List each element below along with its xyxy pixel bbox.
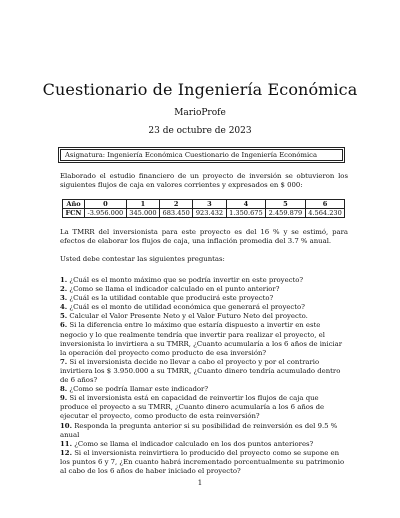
table-row	[63, 209, 345, 218]
table-header-cell: 1	[126, 200, 159, 209]
table-header-row	[63, 200, 345, 209]
question-text: ¿Cuál es el monto máximo que se podría invertir en este proyecto?	[69, 276, 304, 284]
table-cell: 923.432	[193, 209, 226, 218]
question-list	[60, 276, 348, 476]
question-text: Si el inversionista decide no llevar a cabo el proyecto y por el contrario invirtiera los $ 3.950.000 a su TMRR, ¿Cuanto dinero tendría acumulado dentro de 6 años?	[60, 357, 341, 385]
instructions-paragraph: Usted debe contestar las siguientes preguntas:	[60, 255, 225, 263]
question-text: ¿Cuál es el monto de utilidad económica que generará el proyecto?	[69, 303, 305, 312]
question-text: ¿Cuál es la utilidad contable que producirá este proyecto?	[69, 294, 274, 303]
question-item	[60, 385, 348, 394]
table-header-cell: 6	[305, 200, 345, 209]
tmrr-paragraph: La TMRR del inversionista para este proyecto es del 16 % y se estimó, para efectos de elaborar los flujos de caja, una inflación promedia del 3.7 % anual.	[60, 228, 348, 246]
question-number: 8.	[60, 385, 68, 394]
question-number: 5.	[60, 312, 68, 321]
table-header-cell: 5	[266, 200, 306, 209]
question-item	[60, 394, 348, 421]
subject-box: Asignatura: Ingeniería Económica Cuestionario de Ingeniería Económica	[60, 149, 343, 161]
question-text: ¿Como se llama el indicador calculado en el punto anterior?	[69, 285, 280, 294]
question-text: Responda la pregunta anterior si su posibilidad de reinversión es del 9.5 % anual	[60, 421, 338, 439]
question-text: ¿Como se llama el indicador calculado en los dos puntos anteriores?	[74, 439, 314, 448]
table-cell: 4.564.230	[305, 209, 345, 218]
table-header-cell: 0	[84, 200, 126, 209]
cash-flow-table	[62, 199, 345, 218]
question-number: 11.	[60, 439, 72, 448]
question-number: 4.	[60, 303, 68, 312]
question-number: 9.	[60, 394, 68, 403]
question-item	[60, 276, 348, 285]
table-cell: 683.450	[160, 209, 193, 218]
question-item	[60, 312, 348, 321]
table-header-cell: 2	[160, 200, 193, 209]
table-row-label: FCN	[63, 209, 85, 218]
page-number: 1	[197, 479, 203, 487]
table-cell: -3.956.000	[84, 209, 126, 218]
question-item	[60, 285, 348, 294]
question-text: Si el inversionista reinvirtiera lo producido del proyecto como se supone en los puntos 6 y 7, ¿En cuanto habrá incrementado porcentualmente su patrimonio al cabo de los 6 años de haber iniciado el proyecto?	[60, 448, 345, 475]
question-text: Si la diferencia entre lo máximo que estaría dispuesto a invertir en este negocio y lo que realmente tendría que invertir para realizar el proyecto, el inversionista lo invirtiera a su TMRR, ¿Cuanto acumularía a los 6 años de iniciar la operación del proyecto como producto de esa inversión?	[60, 321, 343, 357]
question-item	[60, 358, 348, 385]
question-number: 6.	[60, 321, 68, 330]
table-cell: 1.350.675	[226, 209, 266, 218]
document-date: 23 de octubre de 2023	[148, 126, 252, 136]
table-header-cell: Año	[63, 200, 85, 209]
question-number: 12.	[60, 448, 72, 457]
question-number: 2.	[60, 285, 68, 294]
question-item	[60, 321, 348, 357]
question-item	[60, 303, 348, 312]
question-item	[60, 449, 348, 476]
question-text: ¿Como se podría llamar este indicador?	[69, 385, 209, 394]
document-author: MarioProfe	[174, 108, 226, 118]
document-title: Cuestionario de Ingeniería Económica	[42, 80, 358, 99]
question-text: Si el inversionista está en capacidad de reinvertir los flujos de caja que produce el proyecto a su TMRR, ¿Cuanto dinero acumularía a los 6 años de ejecutar el proyecto, como producto de esta reinversión?	[60, 394, 325, 421]
question-number: 1.	[60, 276, 68, 284]
table-cell: 2.459.879	[266, 209, 306, 218]
question-item	[60, 294, 348, 303]
intro-paragraph: Elaborado el estudio financiero de un proyecto de inversión se obtuvieron los siguientes flujos de caja en valores corrientes y expresados en $ 000:	[60, 172, 348, 190]
question-item	[60, 440, 348, 449]
question-number: 10.	[60, 421, 72, 430]
table-header-cell: 3	[193, 200, 226, 209]
question-item	[60, 422, 348, 440]
table-header-cell: 4	[226, 200, 266, 209]
question-text: Calcular el Valor Presente Neto y el Valor Futuro Neto del proyecto.	[69, 312, 308, 321]
question-number: 3.	[60, 294, 68, 303]
question-number: 7.	[60, 357, 68, 366]
table-cell: 345.000	[126, 209, 159, 218]
